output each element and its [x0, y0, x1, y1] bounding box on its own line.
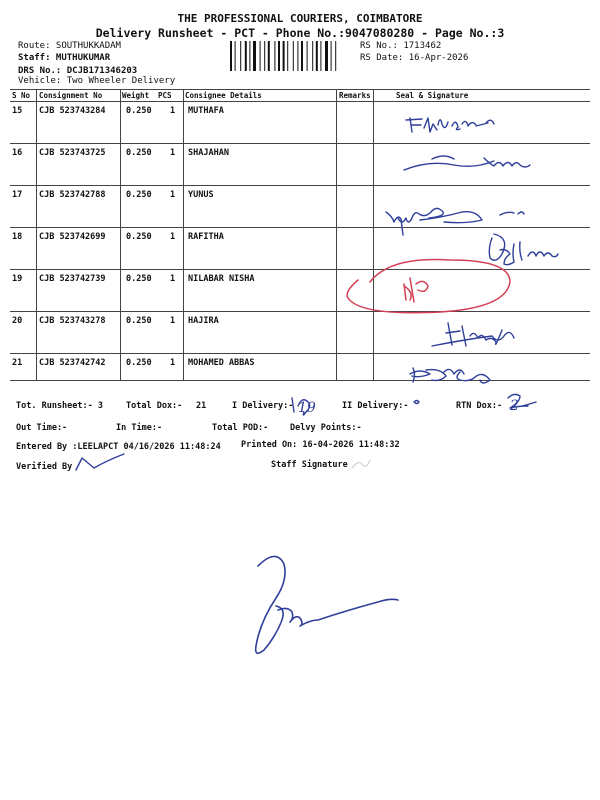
row-pcs: 1: [170, 106, 176, 116]
entered-by: Entered By :LEELAPCT 04/16/2026 11:48:24: [16, 442, 221, 452]
route-text: Route: SOUTHUKKADAM: [18, 41, 121, 51]
company-title: THE PROFESSIONAL COURIERS, COIMBATORE: [177, 12, 423, 25]
staff-signature-label: Staff Signature: [271, 460, 348, 470]
row-weight: 0.250: [126, 232, 152, 242]
barcode-bar: [253, 41, 256, 71]
row-pcs: 1: [170, 316, 176, 326]
verified-by-label: Verified By: [16, 462, 73, 472]
row-sno: 17: [12, 190, 23, 200]
col-header-seal-signature: Seal & Signature: [396, 91, 469, 100]
row-weight: 0.250: [126, 358, 152, 368]
row-pcs: 1: [170, 274, 176, 284]
staff-text: Staff: MUTHUKUMAR: [18, 53, 111, 63]
barcode-bar: [283, 41, 285, 71]
barcode-bar: [240, 41, 241, 71]
barcode-bar: [331, 41, 332, 71]
row-weight: 0.250: [126, 148, 152, 158]
row-consignment-no: CJB 523743278: [39, 316, 106, 326]
vehicle-text: Vehicle: Two Wheeler Delivery: [18, 76, 176, 86]
barcode-bar: [301, 41, 303, 71]
out-time-label: Out Time:-: [16, 423, 68, 433]
row-consignment-no: CJB 523742742: [39, 358, 106, 368]
total-pod-label: Total POD:-: [212, 423, 269, 433]
barcode-bar: [307, 41, 308, 71]
row-consignee: MUTHAFA: [188, 106, 224, 116]
barcode-bar: [287, 41, 288, 71]
printed-on: Printed On: 16-04-2026 11:48:32: [241, 440, 400, 450]
barcode-bar: [335, 41, 336, 71]
rtn-dox-label: RTN Dox:-: [456, 401, 503, 411]
barcode-icon: [230, 41, 356, 71]
verified-by-signature: [76, 454, 124, 470]
rs-number: RS No.: 1713462: [360, 41, 442, 51]
row-sno: 16: [12, 148, 23, 158]
drs-number: DRS No.: DCJB171346203: [18, 66, 138, 76]
row-sno: 20: [12, 316, 23, 326]
handwritten-rtn-dox-value: [508, 394, 536, 408]
i-delivery-value: 19: [298, 400, 316, 416]
col-header-consignment: Consignment No: [39, 91, 103, 100]
total-dox-label: Total Dox:-: [126, 401, 183, 411]
row-pcs: 1: [170, 148, 176, 158]
row-weight: 0.250: [126, 106, 152, 116]
col-header-remarks: Remarks: [339, 91, 371, 100]
barcode-bar: [249, 41, 250, 71]
barcode-bar: [230, 41, 232, 71]
row-sno: 15: [12, 106, 23, 116]
col-header-weight: Weight: [122, 91, 150, 100]
row-weight: 0.250: [126, 274, 152, 284]
barcode-bar: [325, 41, 328, 71]
barcode-bar: [268, 41, 270, 71]
runsheet-table: [10, 89, 590, 381]
handwritten-ii-delivery-mark: [414, 401, 419, 404]
row-consignee: NILABAR NISHA: [188, 274, 255, 284]
rtn-dox-value: 2: [510, 398, 519, 414]
row-consignment-no: CJB 523743284: [39, 106, 106, 116]
row-sno: 19: [12, 274, 23, 284]
row-consignee: RAFITHA: [188, 232, 224, 242]
barcode-bar: [260, 41, 261, 71]
large-signature: [256, 556, 398, 653]
row-consignee: SHAJAHAN: [188, 148, 229, 158]
runsheet-title: Delivery Runsheet - PCT - Phone No.:9047080280 - Page No.:3: [95, 26, 505, 40]
in-time-label: In Time:-: [116, 423, 163, 433]
barcode-bar: [293, 41, 294, 71]
barcode-bar: [245, 41, 247, 71]
row-consignment-no: CJB 523742788: [39, 190, 106, 200]
barcode-bar: [264, 41, 265, 71]
row-pcs: 1: [170, 232, 176, 242]
row-consignment-no: CJB 523742699: [39, 232, 106, 242]
col-header-consignee: Consignee Details: [185, 91, 262, 100]
barcode-bar: [297, 41, 298, 71]
rs-date: RS Date: 16-Apr-2026: [360, 53, 469, 63]
col-header-sno: S No: [12, 91, 31, 100]
row-consignment-no: CJB 523743725: [39, 148, 106, 158]
row-sno: 18: [12, 232, 23, 242]
barcode-bar: [274, 41, 275, 71]
row-sno: 21: [12, 358, 23, 368]
staff-signature-faint: [352, 460, 370, 468]
row-consignee: HAJIRA: [188, 316, 219, 326]
row-weight: 0.250: [126, 190, 152, 200]
row-consignment-no: CJB 523742739: [39, 274, 106, 284]
row-consignee: MOHAMED ABBAS: [188, 358, 255, 368]
barcode-bar: [278, 41, 280, 71]
barcode-bar: [320, 41, 321, 71]
i-delivery-label: I Delivery:-: [232, 401, 294, 411]
col-header-pcs: PCS: [158, 91, 172, 100]
total-dox-value: 21: [196, 401, 207, 411]
ii-delivery-label: II Delivery:-: [342, 401, 409, 411]
delvy-points-label: Delvy Points:-: [290, 423, 362, 433]
row-pcs: 1: [170, 190, 176, 200]
handwritten-i-delivery-value: [292, 398, 310, 415]
barcode-bar: [316, 41, 318, 71]
row-consignee: YUNUS: [188, 190, 214, 200]
tot-runsheet: Tot. Runsheet:- 3: [16, 401, 103, 411]
row-weight: 0.250: [126, 316, 152, 326]
barcode-bar: [235, 41, 236, 71]
row-pcs: 1: [170, 358, 176, 368]
barcode-bar: [312, 41, 313, 71]
